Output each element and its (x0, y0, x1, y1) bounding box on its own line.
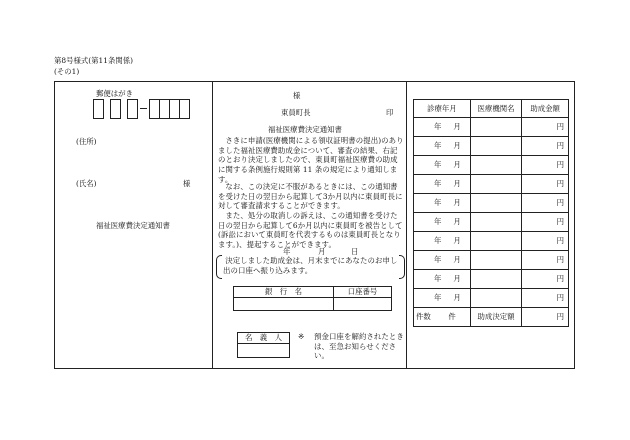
year-unit: 年 (434, 293, 442, 303)
table-row (414, 156, 569, 175)
postal-code-box (179, 99, 190, 119)
year-unit: 年 (434, 274, 442, 284)
count-unit: 件 (448, 312, 456, 322)
institution-name-cell[interactable] (470, 194, 522, 213)
notice-paragraph-2: なお、この決定に不服があるときには、この通知書を受けた日の翌日から起算して3か月以内に東員町長に対して審査請求することができます。 (218, 182, 403, 211)
institution-name-cell[interactable] (470, 232, 522, 251)
month-unit: 月 (453, 141, 461, 151)
name-label: (氏名) (76, 179, 97, 188)
address-label: (住所) (76, 137, 97, 146)
issuer-seal: 印 (386, 108, 394, 117)
month-unit: 月 (453, 255, 461, 265)
date-year: 年 (283, 247, 291, 256)
issuer-name: 東員町長 (281, 108, 311, 117)
notice-paragraph-3: また、処分の取消しの訴えは、この通知書を受けた日の翌日から起算して6か月以内に東員町を被告として(訴訟において東員町を代表するものは東員町長となります。)、提起することができます。 (218, 211, 403, 249)
table-row (414, 213, 569, 232)
form-number: 第8号様式(第11条関係) (54, 56, 133, 65)
header-subsidy-amount: 助成金額 (522, 100, 569, 118)
treatment-month-cell (414, 137, 471, 156)
addressee-suffix: 様 (293, 91, 301, 100)
account-number-header: 口座番号 (347, 287, 378, 296)
bank-name-header: 銀 行 名 (265, 287, 302, 296)
subsidy-amount-cell[interactable]: 円 (522, 270, 569, 289)
month-unit: 月 (453, 198, 461, 208)
note-mark: ※ (298, 332, 305, 341)
month-unit: 月 (453, 160, 461, 170)
treatment-month-cell (414, 194, 471, 213)
month-unit: 月 (453, 122, 461, 132)
note-bracket-left (216, 255, 222, 279)
table-header-row (414, 100, 569, 118)
note-bracket-right (399, 255, 405, 279)
account-holder-header: 名 義 人 (245, 333, 282, 342)
month-unit: 月 (453, 179, 461, 189)
table-row (414, 118, 569, 137)
notice-paragraph-1: さきに申請(医療機関による領収証明書の提出)のありました福祉医療費助成金について、審査の結果、右記のとおり決定しましたので、東員町福祉医療費の助成に関する条例施行規則第 11 条の規定により通知します。 (218, 136, 404, 184)
table-total-row (414, 308, 569, 327)
treatment-month-cell (414, 118, 471, 137)
subsidy-amount-cell[interactable]: 円 (522, 156, 569, 175)
header-institution-name: 医療機関名 (470, 100, 522, 118)
subsidy-amount-cell[interactable]: 円 (522, 289, 569, 308)
table-row (414, 194, 569, 213)
table-row (414, 175, 569, 194)
treatment-month-cell (414, 232, 471, 251)
bank-account-table (233, 286, 392, 311)
treatment-month-cell (414, 175, 471, 194)
institution-name-cell[interactable] (470, 137, 522, 156)
subsidy-amount-cell[interactable]: 円 (522, 137, 569, 156)
table-row (414, 289, 569, 308)
payment-note: 決定しました助成金は、月末までにあなたのお申し出の口座へ振り込みます。 (223, 256, 398, 275)
year-unit: 年 (434, 198, 442, 208)
count-label: 件数 (416, 312, 431, 322)
month-unit: 月 (453, 293, 461, 303)
year-unit: 年 (434, 236, 442, 246)
year-unit: 年 (434, 160, 442, 170)
panel-divider-left (212, 81, 213, 369)
notice-title: 福祉医療費決定通知書 (268, 125, 342, 134)
header-treatment-month: 診療年月 (414, 100, 471, 118)
bank-table-header-divider (234, 297, 391, 298)
year-unit: 年 (434, 179, 442, 189)
subsidy-amount-cell[interactable]: 円 (522, 213, 569, 232)
postcard-label: 郵便はがき (96, 89, 133, 98)
name-suffix: 様 (183, 179, 191, 188)
treatment-month-cell (414, 156, 471, 175)
account-closed-note: 預金口座を解約されたときは、至急お知らせください。 (314, 332, 404, 361)
treatment-month-cell (414, 213, 471, 232)
treatment-month-cell (414, 270, 471, 289)
total-amount-cell: 円 (522, 308, 569, 327)
institution-name-cell[interactable] (470, 175, 522, 194)
year-unit: 年 (434, 217, 442, 227)
year-unit: 年 (434, 255, 442, 265)
date-day: 日 (351, 247, 359, 256)
holder-header-divider (238, 343, 289, 344)
table-row (414, 270, 569, 289)
subsidy-amount-cell[interactable]: 円 (522, 194, 569, 213)
treatment-month-cell (414, 289, 471, 308)
form-part: (その1) (54, 67, 80, 76)
year-unit: 年 (434, 122, 442, 132)
institution-name-cell[interactable] (470, 270, 522, 289)
subsidy-amount-cell[interactable]: 円 (522, 175, 569, 194)
subsidy-detail-table (413, 99, 569, 327)
postal-code-dash (140, 108, 147, 109)
institution-name-cell[interactable] (470, 289, 522, 308)
institution-name-cell[interactable] (470, 156, 522, 175)
total-label-cell: 助成決定額 (470, 308, 522, 327)
institution-name-cell[interactable] (470, 118, 522, 137)
table-row (414, 137, 569, 156)
subsidy-amount-cell[interactable]: 円 (522, 118, 569, 137)
postal-code-box (127, 99, 138, 119)
institution-name-cell[interactable] (470, 251, 522, 270)
account-holder-table (237, 332, 290, 358)
table-row (414, 232, 569, 251)
date-month: 月 (318, 247, 326, 256)
table-row (414, 251, 569, 270)
postal-code-box (93, 99, 104, 119)
month-unit: 月 (453, 217, 461, 227)
subsidy-amount-cell[interactable]: 円 (522, 251, 569, 270)
subsidy-amount-cell[interactable]: 円 (522, 232, 569, 251)
count-cell (414, 308, 471, 327)
institution-name-cell[interactable] (470, 213, 522, 232)
treatment-month-cell (414, 251, 471, 270)
month-unit: 月 (453, 274, 461, 284)
month-unit: 月 (453, 236, 461, 246)
postal-code-box (110, 99, 121, 119)
year-unit: 年 (434, 141, 442, 151)
postcard-title: 福祉医療費決定通知書 (96, 221, 170, 230)
panel-divider-right (406, 81, 407, 369)
